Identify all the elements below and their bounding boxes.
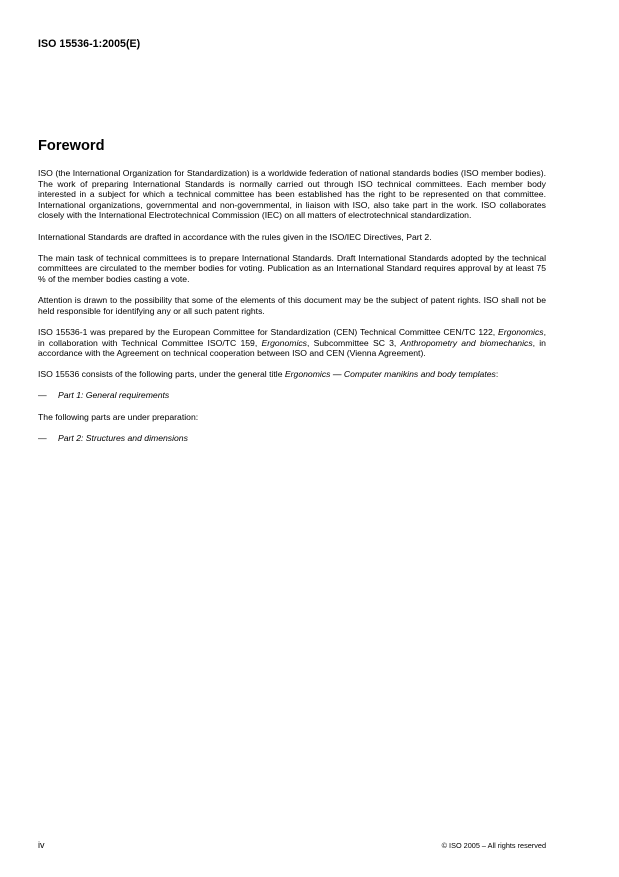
paragraph-under-preparation: The following parts are under preparation: — [38, 411, 199, 422]
list-dash: — — [38, 390, 47, 401]
list-dash: — — [38, 432, 47, 443]
page-number: iv — [38, 840, 45, 850]
preparation-text-3: , Subcommittee SC 3, — [307, 337, 401, 348]
parts-intro-text-1: ISO 15536 consists of the following parts, under the general title — [38, 369, 285, 380]
preparation-italic-3: Anthropometry and biomechanics — [400, 337, 533, 348]
preparation-text-2: , in collaboration with Technical Committee ISO/TC 159, — [38, 326, 546, 348]
list-item-part-2 — [38, 433, 546, 444]
paragraph-drafting-rules: International Standards are drafted in accordance with the rules given in the ISO/IEC Directives, Part 2. — [38, 231, 432, 242]
preparation-text-4: , in accordance with the Agreement on technical cooperation between ISO and CEN (Vienna Agreement). — [38, 337, 546, 359]
paragraph-parts-intro — [38, 369, 546, 380]
preparation-italic-1: Ergonomics — [498, 326, 544, 337]
parts-intro-italic-title: Ergonomics — Computer manikins and body templates — [284, 369, 496, 380]
paragraph-patent-notice: Attention is drawn to the possibility that some of the elements of this document may be the subject of patent rights. ISO shall not be held responsible for identifying any or all such patent rights. — [38, 295, 546, 316]
paragraph-preparation — [38, 327, 546, 359]
copyright-notice: © ISO 2005 – All rights reserved — [441, 841, 546, 850]
parts-intro-text-2: : — [495, 369, 499, 380]
list-item-part-1 — [38, 390, 546, 401]
paragraph-iso-overview: ISO (the International Organization for Standardization) is a worldwide federation of national standards bodies (ISO member bodies). The work of preparing International Standards is normally carried out through ISO technical committees. Each member body interested in a subject for which a technical committee has been established has the right to be represented on that committee. International organizations, governmental and non-governmental, in liaison with ISO, also take part in the work. ISO collaborates closely with the International Electrotechnical Commission (IEC) on all matters of electrotechnical standardization. — [38, 168, 546, 221]
document-id-header: ISO 15536-1:2005(E) — [38, 38, 141, 50]
preparation-text-1: ISO 15536-1 was prepared by the European Committee for Standardization (CEN) Technical Committee CEN/TC 122, — [38, 326, 499, 337]
list-item-part-1-label: Part 1: General requirements — [58, 390, 170, 401]
list-item-part-2-label: Part 2: Structures and dimensions — [58, 432, 188, 443]
foreword-section — [38, 138, 546, 454]
paragraph-committee-task: The main task of technical committees is to prepare International Standards. Draft International Standards adopted by the technical committees are circulated to the member bodies for voting. Publication as an International Standard requires approval by at least 75 % of the member bodies casting a vote. — [38, 252, 546, 284]
foreword-title: Foreword — [38, 138, 105, 154]
preparation-italic-2: Ergonomics — [261, 337, 307, 348]
